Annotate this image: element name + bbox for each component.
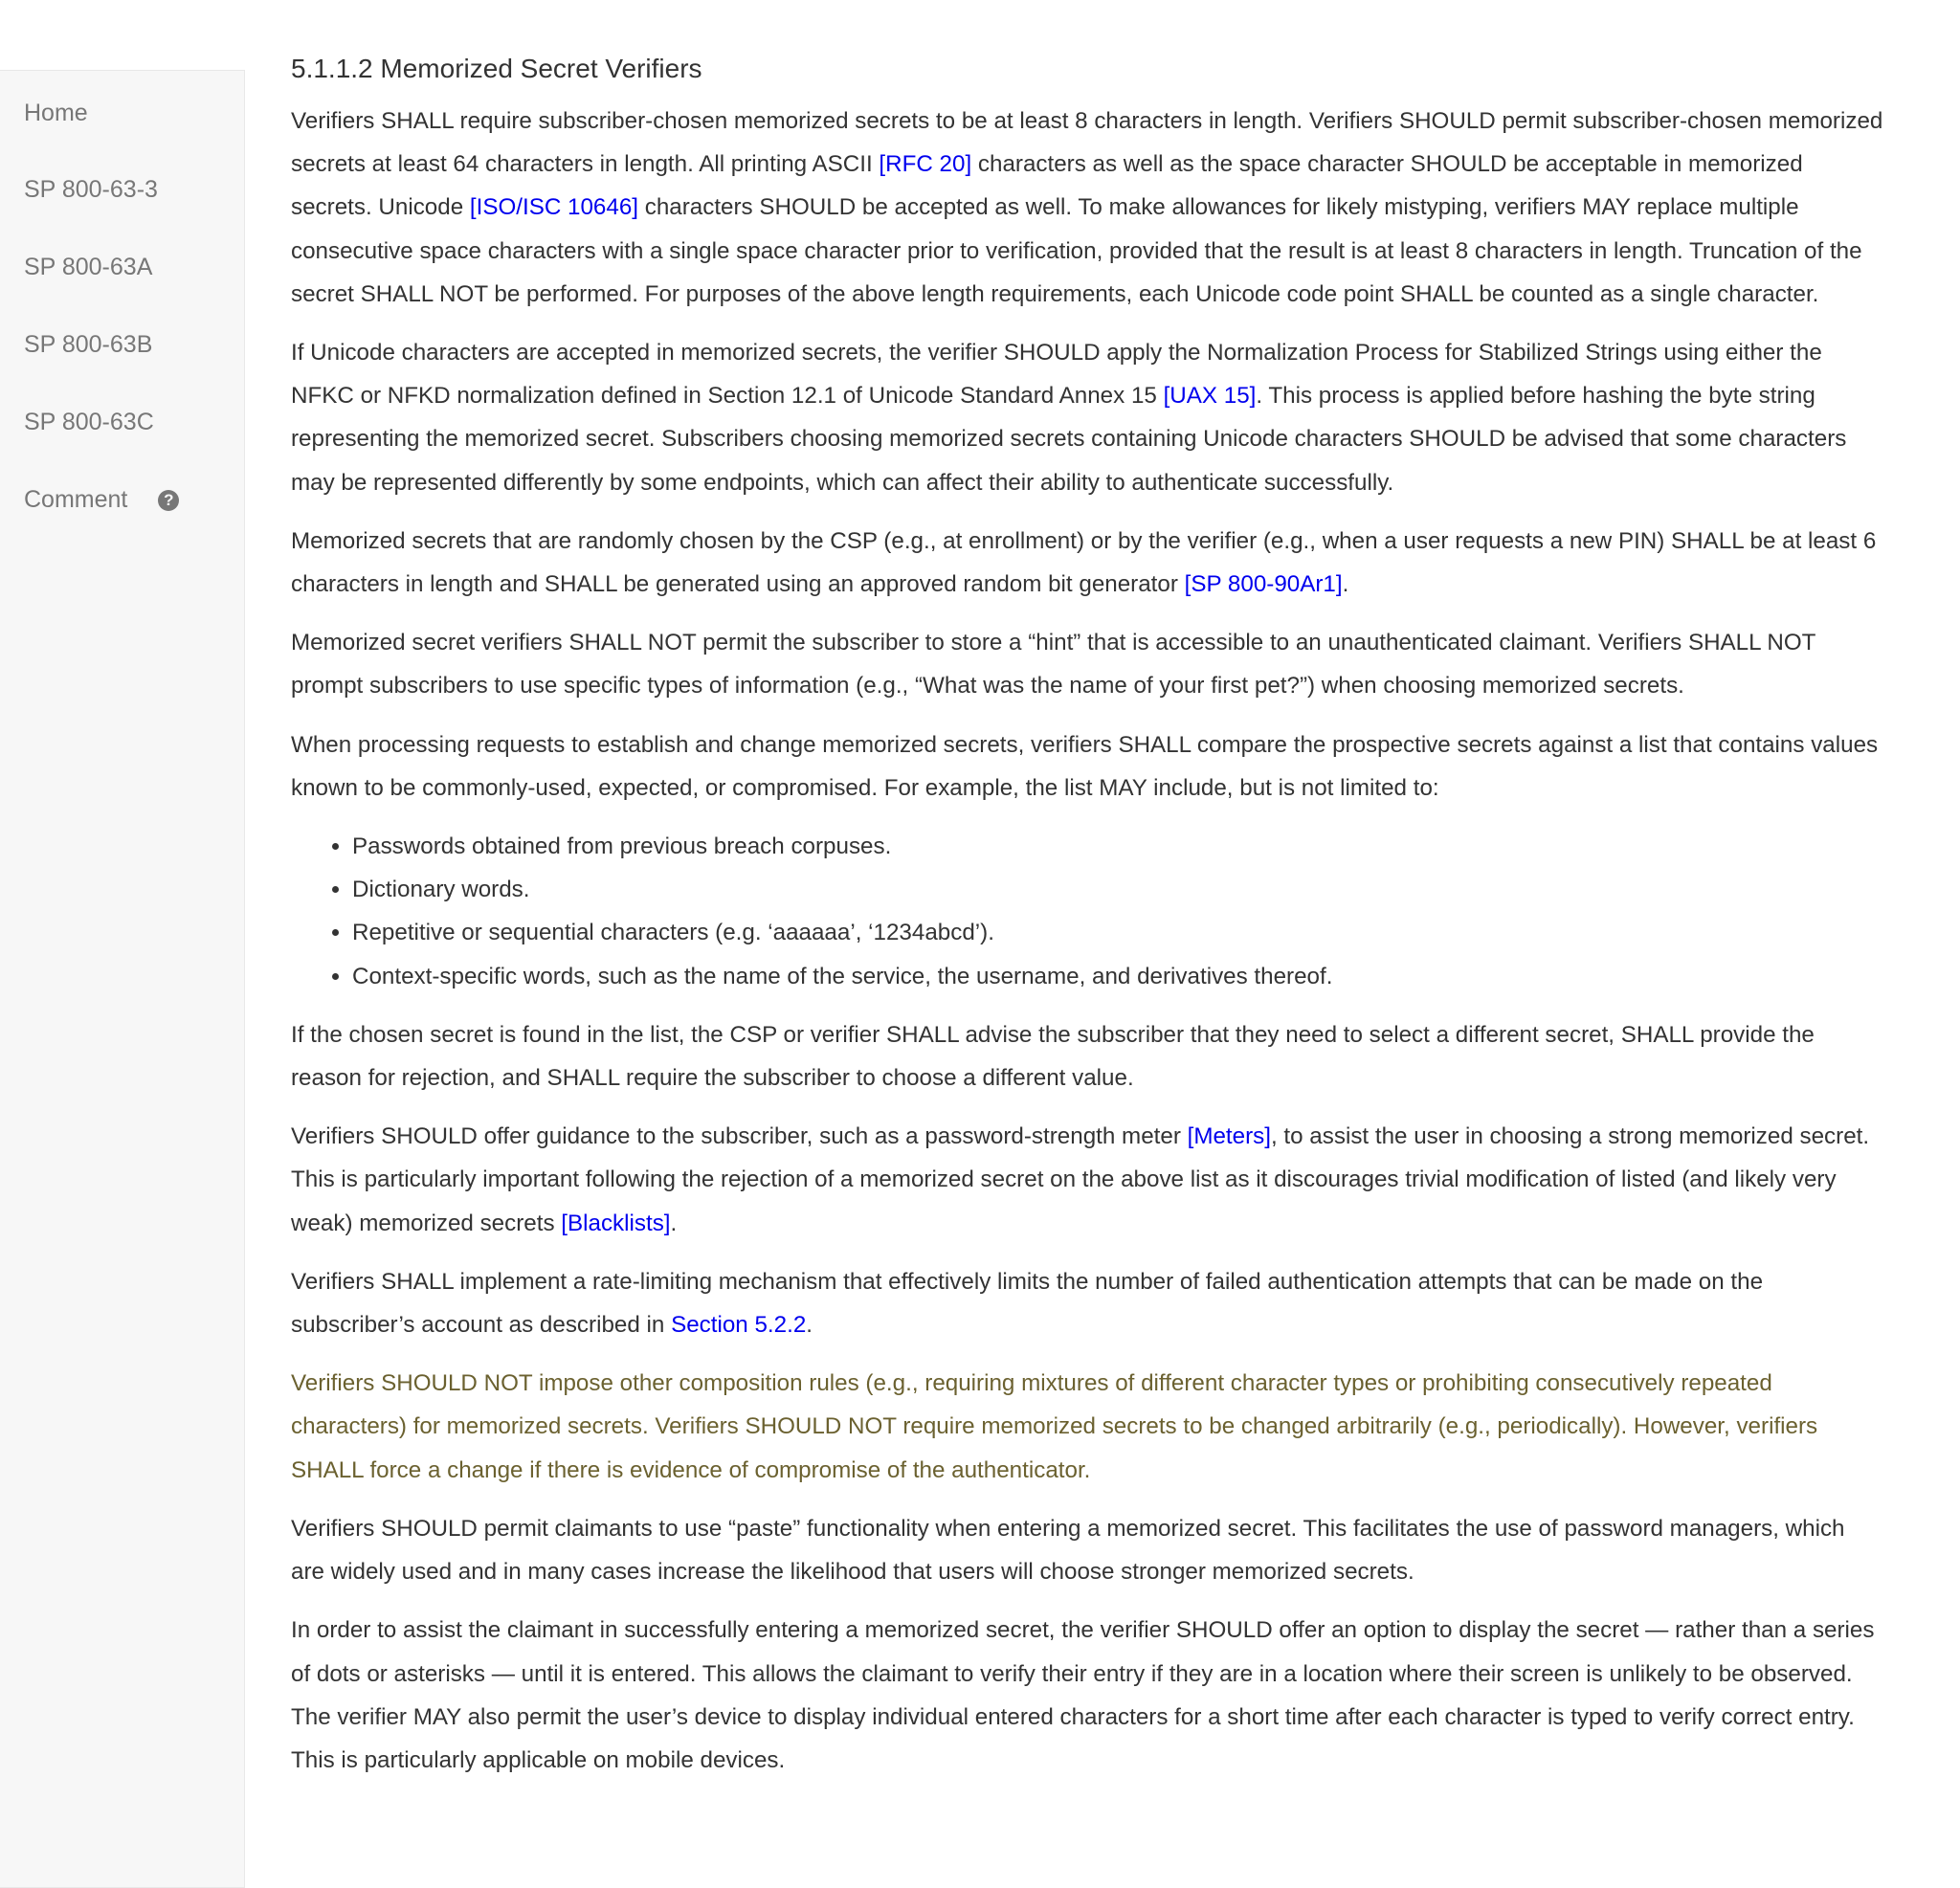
text-run: Memorized secrets that are randomly chosen by the CSP (e.g., at enrollment) or by the verifier (e.g., when a user requests a new PIN) SHALL be at least 6 characters in length and SHALL be generated using an approved random bit generator bbox=[291, 527, 1877, 598]
text-run: , to assist the user in choosing a strong memorized secret. This is particularly important following the rejection of a memorized secret on the above list as it discourages trivial modification of listed (and likely very weak) memorized secrets bbox=[291, 1123, 1870, 1236]
section-body bbox=[291, 100, 1884, 1782]
list-item: • Passwords obtained from previous breach corpuses. bbox=[352, 825, 1884, 868]
page-title: 5.1.1.2 Memorized Secret Verifiers bbox=[291, 54, 702, 83]
text-run: Verifiers SHOULD offer guidance to the subscriber, such as a password-strength meter bbox=[291, 1123, 1188, 1150]
paragraph bbox=[291, 520, 1884, 606]
highlighted-paragraph bbox=[291, 1362, 1884, 1492]
text-run: In order to assist the claimant in successfully entering a memorized secret, the verifier SHOULD offer an option to display the secret — rather than a series of dots or asterisks — until it is entered. This allows the claimant to verify their entry if they are in a location where their screen is unlikely to be observed. The verifier MAY also permit the user’s device to display individual entered characters for a short time after each character is typed to verify correct entry. This is particularly applicable on mobile devices. bbox=[291, 1617, 1875, 1773]
text-run: Verifiers SHALL implement a rate-limiting mechanism that effectively limits the number of failed authentication attempts that can be made on the subscriber’s account as described in bbox=[291, 1268, 1764, 1339]
text-run: Verifiers SHOULD NOT impose other composition rules (e.g., requiring mixtures of different character types or prohibiting consecutively repeated characters) for memorized secrets. Verifiers SHOULD NOT require memorized secrets to be changed arbitrarily (e.g., periodically). However, verifiers SHALL force a change if there is evidence of compromise of the authenticator. bbox=[291, 1370, 1818, 1483]
text-run: Memorized secret verifiers SHALL NOT permit the subscriber to store a “hint” that is accessible to an unauthenticated claimant. Verifiers SHALL NOT prompt subscribers to use specific types of information (e.g., “What was the name of your first pet?”) when choosing memorized secrets. bbox=[291, 630, 1816, 700]
text-run: . bbox=[806, 1312, 813, 1339]
reference-link[interactable]: [ISO/ISC 10646] bbox=[469, 194, 639, 221]
paragraph bbox=[291, 100, 1884, 316]
sidebar-item-label: Home bbox=[24, 100, 88, 126]
text-run: When processing requests to establish and change memorized secrets, verifiers SHALL compare the prospective secrets against a list that contains values known to be commonly-used, expected, or compromised. For example, the list MAY include, but is not limited to: bbox=[291, 731, 1879, 801]
sidebar-item-sp-800-63-3[interactable] bbox=[24, 176, 158, 204]
reference-link[interactable]: [UAX 15] bbox=[1163, 383, 1257, 410]
text-run: characters as well as the space character SHOULD be acceptable in memorized secrets. Unicode bbox=[291, 151, 1803, 221]
reference-link[interactable]: Section 5.2.2 bbox=[671, 1312, 807, 1339]
sidebar-item-home[interactable] bbox=[24, 100, 88, 127]
paragraph bbox=[291, 1260, 1884, 1346]
sidebar-item-label: Comment bbox=[24, 486, 128, 513]
bullet-list bbox=[291, 825, 1884, 998]
text-run: If the chosen secret is found in the list, the CSP or verifier SHALL advise the subscriber that they need to select a different secret, SHALL provide the reason for rejection, and SHALL require the subscriber to choose a different value. bbox=[291, 1021, 1815, 1092]
text-run: . bbox=[670, 1210, 678, 1236]
text-run: If Unicode characters are accepted in memorized secrets, the verifier SHOULD apply the Normalization Process for Stabilized Strings using either the NFKC or NFKD normalization defined in Section 12.1 of Unicode Standard Annex 15 bbox=[291, 340, 1822, 410]
sidebar-item-sp-800-63c[interactable] bbox=[24, 409, 154, 436]
text-run: characters SHOULD be accepted as well. To make allowances for likely mistyping, verifiers MAY replace multiple consecutive space characters with a single space character prior to verification, provided that the result is at least 8 characters in length. Truncation of the secret SHALL NOT be performed. For purposes of the above length requirements, each Unicode code point SHALL be counted as a single character. bbox=[291, 194, 1862, 307]
paragraph bbox=[291, 621, 1884, 707]
paragraph bbox=[291, 723, 1884, 810]
paragraph bbox=[291, 331, 1884, 504]
reference-link[interactable]: [RFC 20] bbox=[879, 151, 972, 178]
question-circle-icon[interactable]: ? bbox=[158, 490, 179, 511]
reference-link[interactable]: [Blacklists] bbox=[561, 1210, 671, 1236]
sidebar-nav bbox=[0, 70, 245, 1888]
sidebar-item-label: SP 800-63B bbox=[24, 331, 153, 358]
sidebar-item-label: SP 800-63A bbox=[24, 254, 153, 280]
sidebar-item-comment[interactable] bbox=[24, 486, 179, 514]
list-item: • Context-specific words, such as the name of the service, the username, and derivatives thereof. bbox=[352, 955, 1884, 998]
list-item: • Repetitive or sequential characters (e.g. ‘aaaaaa’, ‘1234abcd’). bbox=[352, 911, 1884, 954]
sidebar-item-sp-800-63a[interactable] bbox=[24, 254, 152, 281]
paragraph bbox=[291, 1609, 1884, 1782]
text-run: Verifiers SHALL require subscriber-chosen memorized secrets to be at least 8 characters in length. Verifiers SHOULD permit subscriber-chosen memorized secrets at least 64 characters in length. All printing ASCII bbox=[291, 108, 1883, 178]
text-run: . This process is applied before hashing the byte string representing the memorized secret. Subscribers choosing memorized secrets containing Unicode characters SHOULD be advised that some characters may be represented differently by some endpoints, which can affect their ability to authenticate successfully. bbox=[291, 383, 1847, 496]
sidebar-item-sp-800-63b[interactable] bbox=[24, 331, 152, 359]
text-run: . bbox=[1342, 571, 1349, 598]
sidebar-item-label: SP 800-63-3 bbox=[24, 176, 158, 203]
sidebar-item-label: SP 800-63C bbox=[24, 409, 154, 435]
reference-link[interactable]: [SP 800-90Ar1] bbox=[1184, 571, 1343, 598]
highlight-mark bbox=[291, 1370, 1817, 1482]
list-item: • Dictionary words. bbox=[352, 868, 1884, 911]
paragraph bbox=[291, 1013, 1884, 1099]
reference-link[interactable]: [Meters] bbox=[1187, 1123, 1271, 1150]
main-content bbox=[291, 50, 1884, 1797]
paragraph bbox=[291, 1507, 1884, 1593]
paragraph bbox=[291, 1115, 1884, 1245]
text-run: Verifiers SHOULD permit claimants to use “paste” functionality when entering a memorized secret. This facilitates the use of password managers, which are widely used and in many cases increase the likelihood that users will choose stronger memorized secrets. bbox=[291, 1515, 1845, 1586]
